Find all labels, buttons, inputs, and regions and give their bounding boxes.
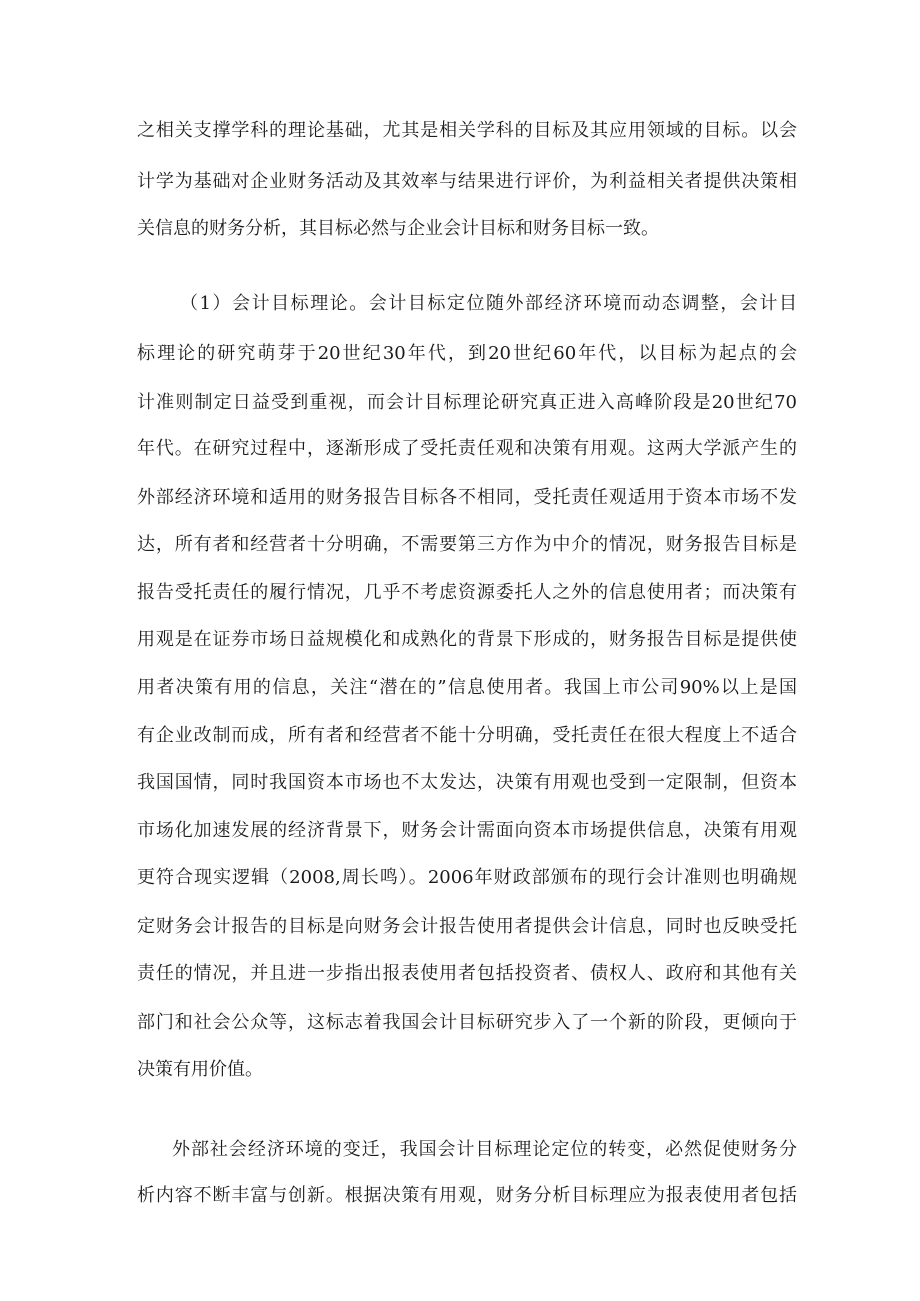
text-line: 年代。在研究过程中，逐渐形成了受托责任观和决策有用观。这两大学派产生的	[137, 438, 797, 459]
text-line: 我国国情，同时我国资本市场也不太发达，决策有用观也受到一定限制，但资本	[137, 772, 797, 793]
text-line: 市场化加速发展的经济背景下，财务会计需面向资本市场提供信息，决策有用观	[137, 820, 797, 841]
text-line: 部门和社会公众等，这标志着我国会计目标研究步入了一个新的阶段，更倾向于	[137, 1012, 797, 1033]
text-line: 计学为基础对企业财务活动及其效率与结果进行评价，为利益相关者提供决策相	[137, 171, 797, 192]
text-line: 标理论的研究萌芽于20世纪30年代，到20世纪60年代，以目标为起点的会	[137, 343, 797, 364]
text-line: 定财务会计报告的目标是向财务会计报告使用者提供会计信息，同时也反映受托	[137, 916, 797, 937]
text-line: 更符合现实逻辑（2008,周长鸣）。2006年财政部颁布的现行会计准则也明确规	[137, 867, 797, 888]
text-line: 达，所有者和经营者十分明确，不需要第三方作为中介的情况，财务报告目标是	[137, 534, 797, 555]
text-line: 关信息的财务分析，其目标必然与企业会计目标和财务目标一致。	[137, 218, 659, 239]
text-line: 之相关支撑学科的理论基础，尤其是相关学科的目标及其应用领域的目标。以会	[137, 120, 797, 141]
text-line: 用观是在证券市场日益规模化和成熟化的背景下形成的，财务报告目标是提供使	[137, 629, 797, 650]
text-line: （1）会计目标理论。会计目标定位随外部经济环境而动态调整，会计目	[180, 293, 797, 314]
text-line: 用者决策有用的信息，关注“潜在的”信息使用者。我国上市公司90%以上是国	[137, 677, 797, 698]
text-line: 析内容不断丰富与创新。根据决策有用观，财务分析目标理应为报表使用者包括	[137, 1185, 797, 1206]
text-line: 报告受托责任的履行情况，几乎不考虑资源委托人之外的信息使用者；而决策有	[137, 582, 797, 603]
text-line: 计准则制定日益受到重视，而会计目标理论研究真正进入高峰阶段是20世纪70	[137, 392, 797, 413]
text-line: 决策有用价值。	[137, 1059, 263, 1080]
text-line: 有企业改制而成，所有者和经营者不能十分明确，受托责任在很大程度上不适合	[137, 725, 797, 746]
text-line: 外部社会经济环境的变迁，我国会计目标理论定位的转变，必然促使财务分	[172, 1139, 797, 1160]
text-line: 责任的情况，并且进一步指出报表使用者包括投资者、债权人、政府和其他有关	[137, 963, 797, 984]
text-line: 外部经济环境和适用的财务报告目标各不相同，受托责任观适用于资本市场不发	[137, 487, 797, 508]
